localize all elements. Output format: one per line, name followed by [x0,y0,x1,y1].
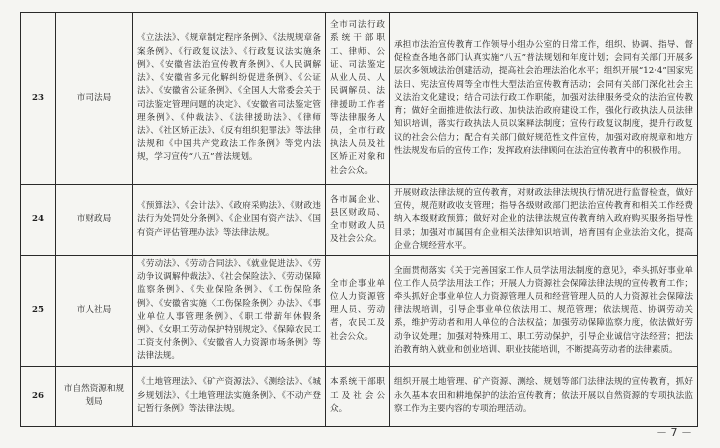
laws-cell: 《预算法》、《会计法》、《政府采购法》、《财政违法行为处罚处分条例》、《企业国有资产法》、《国有资产评估管理办法》等法律法规。 [133,185,326,256]
laws-cell: 《立法法》、《规章制定程序条例》、《法规规章备案条例》、《行政复议法》、《行政复议法实施条例》、《安徽省法治宣传教育条例》、《人民调解法》、《安徽省多元化解纠纷促进条例》、《公证法》、《安徽省公证条例》、《全国人大常委会关于司法鉴定管理问题的决定》、《安徽省司法鉴定管理条例》、《仲裁法》、《法律援助法》、《律师法》、《社区矫正法》、《反有组织犯罪法》等法律法规和《中国共产党政法工作条例》等党内法规，学习宣传“八五”普法规划。 [133,13,326,185]
department-cell: 市人社局 [56,256,133,367]
page-number: － 7 － [656,426,692,439]
target-audience-cell: 各市属企业、县区财政局、全市财政人员及社会公众。 [326,185,390,256]
tasks-cell: 开展财政法律法规的宣传教育，对财政法律法规执行情况进行监督检查，做好宣传，规范财政收支管理；指导各级财政部门把法治宣传教育和相关工作经费纳入本级财政预算；做好对企业的法律法规宣传教育纳入政府购买服务指导性目录；加强对市属国有企业相关法律知识培训，培育国有企业法治文化，提高企业合规经营水平。 [390,185,698,256]
row-number: 24 [21,185,56,256]
tasks-cell: 承担市法治宣传教育工作领导小组办公室的日常工作，组织、协调、指导、督促检查各地各部门认真实施“八五”普法规划和年度计划；会同有关部门开展多层次多领域法治创建活动，提高社会治理法治化水平；组织开展“12·4”国家宪法日、宪法宣传周等全市性大型法治宣传教育活动；会同有关部门深化社会主义法治文化建设；结合司法行政工作职能，加强对法律服务受众的法治宣传教育；做好全面推进依法行政、加快法治政府建设工作，强化行政执法人员法律知识培训，落实行政执法人员以案释法制度；宣传行政复议制度，提升行政复议的社会公信力；配合有关部门做好规范性文件宣传，加强对政府规章和地方性法规发布后的宣传工作；发挥政府法律顾问在法治宣传教育中的积极作用。 [390,13,698,185]
row-number: 26 [21,366,56,426]
department-cell: 市财政局 [56,185,133,256]
tasks-cell: 组织开展土地管理、矿产资源、测绘、规划等部门法律法规的宣传教育，抓好永久基本农田和耕地保护的法治宣传教育；依法开展以自然资源的专项执法监察工作为主要内容的专项治理活动。 [390,366,698,426]
target-audience-cell: 全市企事业单位人力资源管理人员、劳动者，农民工及社会公众。 [326,256,390,367]
department-cell: 市自然资源和规划局 [56,366,133,426]
table-row [21,13,698,185]
target-audience-cell: 全市司法行政系统干部职工、律师、公证、司法鉴定从业人员、人民调解员、法律援助工作者等法律服务人员，全市行政执法人员及社区矫正对象和社会公众。 [326,13,390,185]
laws-cell: 《劳动法》、《劳动合同法》、《就业促进法》、《劳动争议调解仲裁法》、《社会保险法》、《劳动保障监察条例》、《失业保险条例》、《工伤保险条例》、《安徽省实施〈工伤保险条例〉办法》、《事业单位人事管理条例》、《职工带薪年休假条例》、《女职工劳动保护特别规定》、《保障农民工工资支付条例》、《安徽省人力资源市场条例》等法律法规。 [133,256,326,367]
target-audience-cell: 本系统干部职工及社会公众。 [326,366,390,426]
row-number: 25 [21,256,56,367]
tasks-cell: 全面贯彻落实《关于完善国家工作人员学法用法制度的意见》，牵头抓好事业单位工作人员学法用法工作；开展人力资源社会保障法律法规的宣传教育工作；牵头抓好企事业单位人力资源管理人员和经营管理人员的人力资源社会保障法律法规培训，引导企事业单位依法用工、规范管理；依法规范、协调劳动关系，维护劳动者和用人单位的合法权益；加强劳动保障监察力度，依法做好劳动争议处理；加强对特殊用工、职工劳动保护，引导企业诚信守法经营；把法治教育纳入就业和创业培训、职业技能培训，不断提高劳动者的法律素质。 [390,256,698,367]
table-row [21,256,698,367]
responsibility-table [20,12,698,427]
table-row [21,366,698,426]
row-number: 23 [21,13,56,185]
department-cell: 市司法局 [56,13,133,185]
table-row [21,185,698,256]
laws-cell: 《土地管理法》、《矿产资源法》、《测绘法》、《城乡规划法》、《土地管理法实施条例》、《不动产登记暂行条例》等法律法规。 [133,366,326,426]
